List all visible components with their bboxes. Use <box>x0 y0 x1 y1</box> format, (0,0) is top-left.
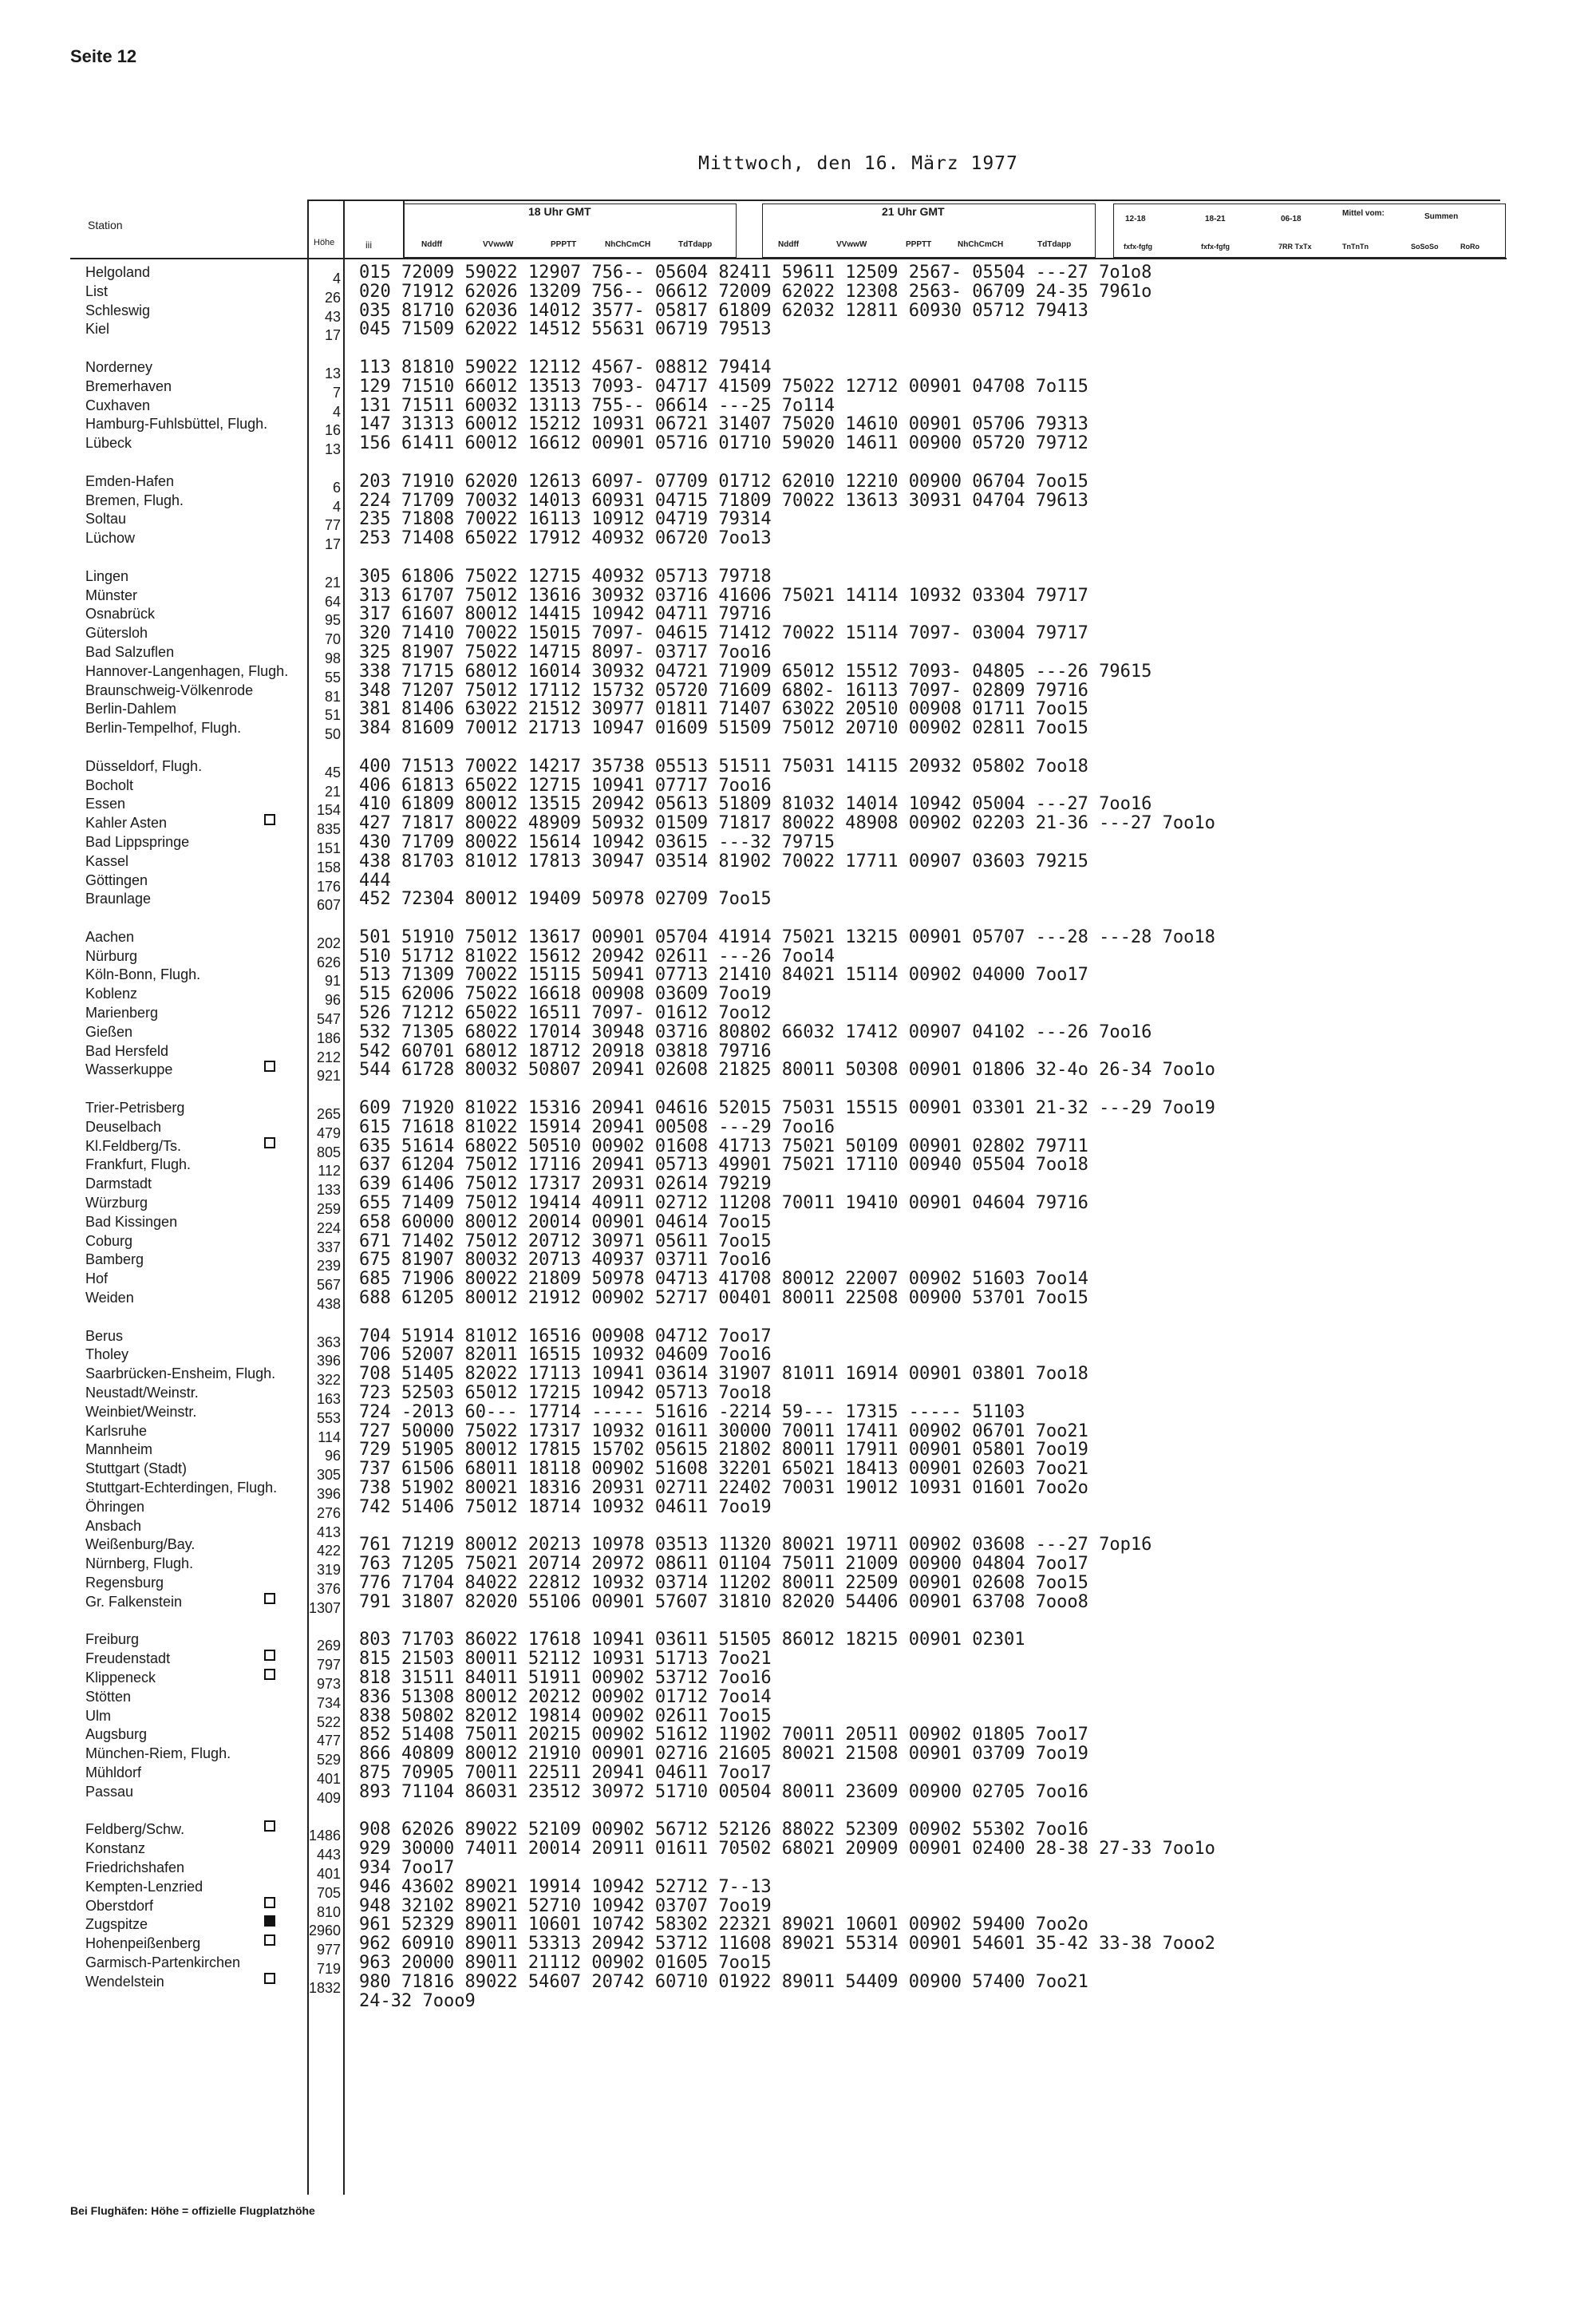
station-name: Berus <box>85 1327 124 1344</box>
station-name: Klippeneck <box>85 1669 325 1688</box>
observation-row: 147 31313 60012 15212 10931 06721 31407 75020 14610 00901 05706 79313 <box>359 414 1088 435</box>
iii-header: iii <box>365 239 372 251</box>
station-height: 95 <box>324 612 341 629</box>
observation-row: 045 71509 62022 14512 55631 06719 79513 <box>359 319 772 340</box>
observation-row: 515 62006 75022 16618 00908 03609 7oo19 <box>359 984 772 1005</box>
station-height: 51 <box>324 707 341 724</box>
station-name: Bad Hersfeld <box>85 1042 169 1059</box>
sub-soso: SoSoSo <box>1411 243 1439 251</box>
station-height: 522 <box>316 1713 341 1730</box>
observation-row: 348 71207 75012 17112 15732 05720 71609 6802- 16113 7097- 02809 79716 <box>359 680 1088 701</box>
observation-row: 427 71817 80022 48909 50932 01509 71817 80022 48908 00902 02203 21-36 ---27 7oo1o <box>359 813 1215 834</box>
station-height: 337 <box>316 1239 341 1255</box>
observation-row: 934 7oo17 <box>359 1857 455 1878</box>
observation-row: 706 52007 82011 16515 10932 04609 7oo16 <box>359 1345 772 1365</box>
observation-row: 410 61809 80012 13515 20942 05613 51809 81032 14014 10942 05004 ---27 7oo16 <box>359 794 1152 815</box>
station-name: Würzburg <box>85 1195 148 1211</box>
station-height: 17 <box>324 327 341 344</box>
col21-nddff: Nddff <box>778 240 800 249</box>
station-name: München-Riem, Flugh. <box>85 1745 231 1762</box>
station-name: Nürburg <box>85 947 138 964</box>
station-height: 17 <box>324 536 341 553</box>
station-name: List <box>85 283 109 299</box>
station-name: Münster <box>85 587 138 603</box>
station-name: Cuxhaven <box>85 397 151 413</box>
station-height: 81 <box>324 688 341 705</box>
station-height: 401 <box>316 1865 341 1882</box>
station-name: Emden-Hafen <box>85 472 175 489</box>
station-name: Ansbach <box>85 1517 142 1534</box>
station-name: Bad Salzuflen <box>85 643 175 660</box>
station-name: Regensburg <box>85 1574 164 1591</box>
station-name: Braunschweig-Völkenrode <box>85 682 254 698</box>
station-name: Kl.Feldberg/Ts. <box>85 1137 325 1156</box>
extra-18-21: 18-21 <box>1205 215 1226 223</box>
station-height: 973 <box>316 1675 341 1692</box>
station-height: 186 <box>316 1029 341 1046</box>
station-name: Gütersloh <box>85 625 148 642</box>
observation-row: 704 51914 81012 16516 00908 04712 7oo17 <box>359 1326 772 1346</box>
observation-row: 980 71816 89022 54607 20742 60710 01922 89011 54409 00900 57400 7oo21 <box>359 1971 1088 1992</box>
station-height: 45 <box>324 764 341 781</box>
station-height: 4 <box>332 498 341 515</box>
station-name: Norderney <box>85 358 153 375</box>
station-height: 259 <box>316 1201 341 1218</box>
station-name: Saarbrücken-Ensheim, Flugh. <box>85 1365 276 1382</box>
station-height: 4 <box>332 271 341 287</box>
station-height: 21 <box>324 574 341 591</box>
station-name: Feldberg/Schw. <box>85 1820 325 1840</box>
station-name: Ulm <box>85 1707 111 1724</box>
observation-row: 893 71104 86031 23512 30972 51710 00504 80011 23609 00900 02705 7oo16 <box>359 1781 1088 1802</box>
station-name: Soltau <box>85 511 127 528</box>
station-name: Hannover-Langenhagen, Flugh. <box>85 662 289 679</box>
station-name: Garmisch-Partenkirchen <box>85 1954 241 1970</box>
observation-row: 635 51614 68022 50510 00902 01608 41713 75021 50109 00901 02802 79711 <box>359 1136 1088 1156</box>
station-name: Nürnberg, Flugh. <box>85 1555 194 1572</box>
height-list <box>289 270 341 2017</box>
observation-row: 742 51406 75012 18714 10932 04611 7oo19 <box>359 1496 772 1517</box>
station-height: 401 <box>316 1770 341 1787</box>
observation-row: 224 71709 70032 14013 60931 04715 71809 70022 13613 30931 04704 79613 <box>359 490 1088 511</box>
observation-row: 948 32102 89021 52710 10942 03707 7oo19 <box>359 1895 772 1916</box>
observation-row: 444 <box>359 870 391 891</box>
station-height: 529 <box>316 1752 341 1769</box>
station-name: Stuttgart-Echterdingen, Flugh. <box>85 1480 278 1496</box>
square-icon <box>264 1593 275 1604</box>
station-name: Friedrichshafen <box>85 1859 185 1875</box>
station-height: 16 <box>324 422 341 439</box>
station-height: 734 <box>316 1694 341 1711</box>
observation-row: 452 72304 80012 19409 50978 02709 7oo15 <box>359 889 772 910</box>
observation-row: 836 51308 80012 20212 00902 01712 7oo14 <box>359 1686 772 1707</box>
station-height: 479 <box>316 1124 341 1141</box>
station-name: Marienberg <box>85 1005 159 1022</box>
station-name: Köln-Bonn, Flugh. <box>85 966 201 983</box>
observation-row: 113 81810 59022 12112 4567- 08812 79414 <box>359 357 772 377</box>
extra-06-18: 06-18 <box>1281 215 1302 223</box>
station-height: 322 <box>316 1372 341 1389</box>
station-height: 77 <box>324 517 341 534</box>
station-name: Frankfurt, Flugh. <box>85 1156 192 1173</box>
station-name: Schleswig <box>85 302 151 318</box>
station-name: Osnabrück <box>85 606 156 622</box>
square-icon <box>264 814 275 825</box>
col18-ppptt: PPPTT <box>551 240 577 249</box>
station-height: 376 <box>316 1580 341 1597</box>
uhr18-header: 18 Uhr GMT <box>528 205 591 218</box>
observation-row: 513 71309 70022 15115 50941 07713 21410 84021 15114 00902 04000 7oo17 <box>359 965 1088 986</box>
observation-row: 852 51408 75011 20215 00902 51612 11902 70011 20511 00902 01805 7oo17 <box>359 1725 1088 1745</box>
station-height: 114 <box>318 1429 341 1445</box>
station-name: Bad Lippspringe <box>85 833 190 850</box>
station-height: 50 <box>324 726 341 743</box>
square-icon <box>264 1934 275 1946</box>
observation-row: 738 51902 80021 18316 20931 02711 22402 70031 19012 10931 01601 7oo2o <box>359 1478 1088 1498</box>
observation-row: 961 52329 89011 10601 10742 58302 22321 89021 10601 00902 59400 7oo2o <box>359 1915 1088 1935</box>
col21-tdapp: TdTdapp <box>1037 240 1072 249</box>
extra-summen: Summen <box>1424 212 1459 221</box>
observation-row: 615 71618 81022 15914 20941 00508 ---29 7oo16 <box>359 1116 836 1137</box>
observation-row: 685 71906 80022 21809 50978 04713 41708 80012 22007 00902 51603 7oo14 <box>359 1269 1088 1290</box>
station-name: Braunlage <box>85 891 152 907</box>
observation-row: 381 81406 63022 21512 30977 01811 71407 63022 20510 00908 01711 7oo15 <box>359 699 1088 720</box>
station-height: 176 <box>316 878 341 895</box>
station-name: Bremen, Flugh. <box>85 492 184 508</box>
col18-vvwww: VVwwW <box>483 240 514 249</box>
observation-row: 400 71513 70022 14217 35738 05513 51511 75031 14115 20932 05802 7oo18 <box>359 756 1088 777</box>
square-icon <box>264 1897 275 1908</box>
observation-row: 235 71808 70022 16113 10912 04719 79314 <box>359 509 772 530</box>
station-height: 212 <box>316 1049 341 1065</box>
observation-row: 24-32 7ooo9 <box>359 1990 476 2011</box>
observation-row: 131 71511 60032 13113 755-- 06614 ---25 7o114 <box>359 395 836 416</box>
station-height: 64 <box>324 593 341 610</box>
station-height: 705 <box>316 1884 341 1901</box>
station-height: 96 <box>324 1448 341 1464</box>
station-height: 396 <box>316 1486 341 1502</box>
station-name: Freudenstadt <box>85 1650 325 1669</box>
observation-row: 875 70905 70011 22511 20941 04611 7oo17 <box>359 1762 772 1783</box>
station-name: Karlsruhe <box>85 1422 148 1439</box>
observation-row: 729 51905 80012 17815 15702 05615 21802 80011 17911 00901 05801 7oo19 <box>359 1440 1088 1460</box>
col18-tdapp: TdTdapp <box>678 240 713 249</box>
observation-row: 818 31511 84011 51911 00902 53712 7oo16 <box>359 1667 772 1688</box>
col21-clouds: NhChCmCH <box>958 240 1004 249</box>
station-name: Weiden <box>85 1290 134 1306</box>
station-name: Kiel <box>85 321 110 338</box>
station-height: 626 <box>316 954 341 970</box>
station-height: 26 <box>324 289 341 306</box>
station-name: Berlin-Tempelhof, Flugh. <box>85 720 242 737</box>
square-icon <box>264 1669 275 1680</box>
station-name: Freiburg <box>85 1631 140 1648</box>
observation-row: 129 71510 66012 13513 7093- 04717 41509 75022 12712 00901 04708 7o115 <box>359 376 1088 397</box>
observation-row: 727 50000 75022 17317 10932 01611 30000 70011 17411 00902 06701 7oo21 <box>359 1421 1088 1441</box>
observation-row: 866 40809 80012 21910 00901 02716 21605 80021 21508 00901 03709 7oo19 <box>359 1744 1088 1765</box>
observation-row: 929 30000 74011 20014 20911 01611 70502 68021 20909 00901 02400 28-38 27-33 7oo1o <box>359 1839 1215 1859</box>
station-name: Passau <box>85 1783 134 1800</box>
square-icon <box>264 1061 275 1072</box>
observation-row: 708 51405 82022 17113 10941 03614 31907 81011 16914 00901 03801 7oo18 <box>359 1364 1088 1385</box>
station-name: Wendelstein <box>85 1973 325 1992</box>
observation-row: 438 81703 81012 17813 30947 03514 81902 70022 17711 00907 03603 79215 <box>359 851 1088 871</box>
station-height: 547 <box>316 1011 341 1028</box>
station-height: 224 <box>316 1219 341 1236</box>
observation-row: 406 61813 65022 12715 10941 07717 7oo16 <box>359 775 772 796</box>
station-name: Wasserkuppe <box>85 1061 325 1080</box>
station-name: Stuttgart (Stadt) <box>85 1460 188 1477</box>
observation-list <box>359 263 1215 2010</box>
station-name: Mühldorf <box>85 1764 142 1780</box>
station-name: Coburg <box>85 1232 133 1249</box>
observation-row: 688 61205 80012 21912 00902 52717 00401 80011 22508 00900 53701 7oo15 <box>359 1288 1088 1309</box>
square-icon <box>264 1973 275 1984</box>
observation-row: 838 50802 82012 19814 00902 02611 7oo15 <box>359 1705 772 1726</box>
station-name: Düsseldorf, Flugh. <box>85 757 203 774</box>
station-name: Essen <box>85 796 126 812</box>
hoehe-header: Höhe <box>314 238 335 247</box>
observation-row: 156 61411 60012 16612 00901 05716 01710 59020 14611 00900 05720 79712 <box>359 433 1088 454</box>
observation-row: 526 71212 65022 16511 7097- 01612 7oo12 <box>359 1003 772 1024</box>
observation-row: 501 51910 75012 13617 00901 05704 41914 75021 13215 00901 05707 ---28 ---28 7oo18 <box>359 927 1215 947</box>
station-height: 438 <box>316 1296 341 1313</box>
station-height: 133 <box>316 1182 341 1199</box>
station-name: Konstanz <box>85 1840 146 1857</box>
station-name: Kassel <box>85 852 129 869</box>
station-height: 43 <box>324 308 341 325</box>
station-height: 797 <box>316 1657 341 1674</box>
station-name: Stötten <box>85 1688 132 1705</box>
observation-row: 338 71715 68012 16014 30932 04721 71909 65012 15512 7093- 04805 ---26 79615 <box>359 661 1152 682</box>
station-name: Aachen <box>85 928 135 945</box>
station-height: 553 <box>316 1409 341 1426</box>
square-icon <box>264 1137 275 1148</box>
station-name: Bocholt <box>85 777 134 793</box>
extra-12-18: 12-18 <box>1125 215 1146 223</box>
observation-row: 544 61728 80032 50807 20941 02608 21825 80011 50308 00901 01806 32-4o 26-34 7oo1o <box>359 1060 1215 1081</box>
station-height: 276 <box>316 1504 341 1521</box>
observation-row: 675 81907 80032 20713 40937 03711 7oo16 <box>359 1250 772 1271</box>
observation-row: 655 71409 75012 19414 40911 02712 11208 70011 19410 00901 04604 79716 <box>359 1193 1088 1214</box>
page-number: Seite 12 <box>70 46 137 66</box>
observation-row: 763 71205 75021 20714 20972 08611 01104 75011 21009 00900 04804 7oo17 <box>359 1554 1088 1575</box>
station-name: Lingen <box>85 567 129 584</box>
observation-row: 639 61406 75012 17317 20931 02614 79219 <box>359 1174 772 1195</box>
col21-vvwww: VVwwW <box>836 240 867 249</box>
observation-row: 253 71408 65022 17912 40932 06720 7oo13 <box>359 528 772 549</box>
station-height: 319 <box>316 1562 341 1579</box>
station-name: Hamburg-Fuhlsbüttel, Flugh. <box>85 416 268 433</box>
station-height: 607 <box>316 897 341 914</box>
station-name: Weißenburg/Bay. <box>85 1536 196 1553</box>
station-name: Trier-Petrisberg <box>85 1100 185 1116</box>
station-name: Weinbiet/Weinstr. <box>85 1403 197 1420</box>
sub-fxfx-1: fxfx-fgfg <box>1124 243 1152 251</box>
observation-row: 791 31807 82020 55106 00901 57607 31810 82020 54406 00901 63708 7ooo8 <box>359 1591 1088 1612</box>
station-height: 265 <box>316 1106 341 1123</box>
station-name: Gr. Falkenstein <box>85 1593 325 1612</box>
station-name: Hohenpeißenberg <box>85 1934 325 1954</box>
uhr21-header: 21 Uhr GMT <box>882 205 945 218</box>
observation-row: 510 51712 81022 15612 20942 02611 ---26 7oo14 <box>359 946 836 966</box>
station-height: 70 <box>324 631 341 648</box>
observation-row: 609 71920 81022 15316 20941 04616 52015 75031 15515 00901 03301 21-32 ---29 7oo19 <box>359 1098 1215 1119</box>
station-name: Zugspitze <box>85 1915 325 1934</box>
footnote: Bei Flughäfen: Höhe = offizielle Flugplatzhöhe <box>70 2204 315 2217</box>
observation-row: 803 71703 86022 17618 10941 03611 51505 86012 18215 00901 02301 <box>359 1630 1025 1650</box>
station-height: 835 <box>316 821 341 838</box>
sub-tntn: TnTnTn <box>1342 243 1369 251</box>
station-height: 239 <box>316 1258 341 1275</box>
observation-row: 020 71912 62026 13209 756-- 06612 72009 62022 12308 2563- 06709 24-35 7961o <box>359 281 1152 302</box>
observation-row: 015 72009 59022 12907 756-- 05604 82411 59611 12509 2567- 05504 ---27 7o1o8 <box>359 263 1152 283</box>
station-name: Oberstdorf <box>85 1897 325 1916</box>
station-name: Kahler Asten <box>85 814 325 833</box>
station-height: 91 <box>324 973 341 990</box>
station-name: Tholey <box>85 1346 129 1363</box>
observation-row: 305 61806 75022 12715 40932 05713 79718 <box>359 566 772 587</box>
station-name: Öhringen <box>85 1498 145 1515</box>
station-height: 413 <box>316 1523 341 1540</box>
observation-row: 203 71910 62020 12613 6097- 07709 01712 62010 12210 00900 06704 7oo15 <box>359 471 1088 492</box>
observation-row: 761 71219 80012 20213 10978 03513 11320 80021 19711 00902 03608 ---27 7op16 <box>359 1535 1152 1555</box>
station-height: 719 <box>316 1960 341 1977</box>
observation-row: 723 52503 65012 17215 10942 05713 7oo18 <box>359 1383 772 1404</box>
observation-row: 035 81710 62036 14012 3577- 05817 61809 62032 12811 60930 05712 79413 <box>359 300 1088 321</box>
sub-roro: RoRo <box>1460 243 1479 251</box>
station-name: Helgoland <box>85 264 151 280</box>
station-height: 6 <box>332 479 341 496</box>
station-height: 21 <box>324 783 341 800</box>
station-height: 305 <box>316 1467 341 1484</box>
station-height: 163 <box>316 1391 341 1408</box>
station-height: 269 <box>316 1638 341 1654</box>
observation-row: 430 71709 80022 15614 10942 03615 ---32 79715 <box>359 832 836 852</box>
observation-row: 776 71704 84022 22812 10932 03714 11202 80011 22509 00901 02608 7oo15 <box>359 1572 1088 1593</box>
station-height: 13 <box>324 365 341 381</box>
observation-row: 963 20000 89011 21112 00902 01605 7oo15 <box>359 1952 772 1973</box>
station-height: 363 <box>316 1334 341 1350</box>
station-height: 409 <box>316 1789 341 1806</box>
station-name: Gießen <box>85 1023 133 1040</box>
station-header: Station <box>88 219 123 231</box>
extra-mittel: Mittel vom: <box>1342 209 1385 218</box>
station-height: 1307 <box>308 1599 341 1616</box>
observation-row: 946 43602 89021 19914 10942 52712 7--13 <box>359 1876 772 1897</box>
station-height: 7 <box>332 384 341 401</box>
station-height: 96 <box>324 992 341 1009</box>
station-height: 977 <box>316 1942 341 1958</box>
station-name: Kempten-Lenzried <box>85 1878 203 1895</box>
filled-square-icon <box>264 1915 275 1927</box>
station-height: 98 <box>324 650 341 666</box>
station-height: 810 <box>316 1903 341 1920</box>
station-name: Bremerhaven <box>85 377 172 394</box>
col18-nddff: Nddff <box>421 240 443 249</box>
sub-fxfx-2: fxfx-fgfg <box>1201 243 1230 251</box>
observation-row <box>359 1517 1215 1536</box>
station-name: Berlin-Dahlem <box>85 701 177 717</box>
observation-row: 325 81907 75022 14715 8097- 03717 7oo16 <box>359 642 772 662</box>
square-icon <box>264 1820 275 1832</box>
observation-row: 671 71402 75012 20712 30971 05611 7oo15 <box>359 1231 772 1251</box>
station-height: 477 <box>316 1733 341 1749</box>
observation-row: 962 60910 89011 53313 20942 53712 11608 89021 55314 00901 54601 35-42 33-38 7ooo2 <box>359 1934 1215 1954</box>
observation-row: 724 -2013 60--- 17714 ----- 51616 -2214 59--- 17315 ----- 51103 <box>359 1401 1025 1422</box>
station-name: Mannheim <box>85 1441 153 1458</box>
observation-row: 317 61607 80012 14415 10942 04711 79716 <box>359 604 772 625</box>
observation-row: 737 61506 68011 18118 00902 51608 32201 65021 18413 00901 02603 7oo21 <box>359 1459 1088 1480</box>
observation-row: 532 71305 68022 17014 30948 03716 80802 66032 17412 00907 04102 ---26 7oo16 <box>359 1022 1152 1042</box>
station-name: Lübeck <box>85 435 132 452</box>
station-height: 202 <box>316 935 341 951</box>
station-height: 396 <box>316 1353 341 1369</box>
station-height: 921 <box>316 1068 341 1085</box>
col21-ppptt: PPPTT <box>906 240 932 249</box>
observation-row: 637 61204 75012 17116 20941 05713 49901 75021 17110 00940 05504 7oo18 <box>359 1155 1088 1176</box>
observation-row: 320 71410 70022 15015 7097- 04615 71412 70022 15114 7097- 03004 79717 <box>359 623 1088 644</box>
station-name: Hof <box>85 1271 109 1287</box>
station-height: 154 <box>316 802 341 819</box>
station-height: 4 <box>332 403 341 420</box>
station-height <box>289 1998 341 2017</box>
station-height: 112 <box>318 1163 341 1180</box>
sub-7rr: 7RR TxTx <box>1278 243 1312 251</box>
station-name: Bamberg <box>85 1251 144 1268</box>
observation-row: 313 61707 75012 13616 30932 03716 41606 75021 14114 10932 03304 79717 <box>359 585 1088 606</box>
observation-row: 658 60000 80012 20014 00901 04614 7oo15 <box>359 1211 772 1232</box>
observation-row: 542 60701 68012 18712 20918 03818 79716 <box>359 1041 772 1061</box>
station-name: Göttingen <box>85 871 148 888</box>
station-name: Augsburg <box>85 1726 148 1743</box>
station-name: Deuselbach <box>85 1118 162 1135</box>
square-icon <box>264 1650 275 1661</box>
station-name: Koblenz <box>85 986 138 1002</box>
station-height: 443 <box>316 1847 341 1863</box>
station-height: 2960 <box>308 1923 341 1939</box>
station-name: Bad Kissingen <box>85 1213 178 1230</box>
date-line: Mittwoch, den 16. März 1977 <box>698 153 1018 174</box>
station-height: 55 <box>324 669 341 686</box>
station-height: 151 <box>316 840 341 856</box>
observation-row: 815 21503 80011 52112 10931 51713 7oo21 <box>359 1649 772 1670</box>
col18-clouds: NhChCmCH <box>605 240 651 249</box>
station-height: 1486 <box>308 1828 341 1844</box>
observation-row: 908 62026 89022 52109 00902 56712 52126 88022 52309 00902 55302 7oo16 <box>359 1820 1088 1840</box>
station-name: Lüchow <box>85 530 136 547</box>
station-height: 13 <box>324 441 341 458</box>
station-name: Neustadt/Weinstr. <box>85 1385 199 1401</box>
station-height: 1832 <box>308 1979 341 1996</box>
station-height: 805 <box>316 1144 341 1160</box>
observation-row: 384 81609 70012 21713 10947 01609 51509 75012 20710 00902 02811 7oo15 <box>359 718 1088 739</box>
station-height: 567 <box>316 1277 341 1294</box>
station-height: 422 <box>316 1543 341 1559</box>
station-name: Darmstadt <box>85 1176 152 1192</box>
station-height: 158 <box>316 859 341 875</box>
